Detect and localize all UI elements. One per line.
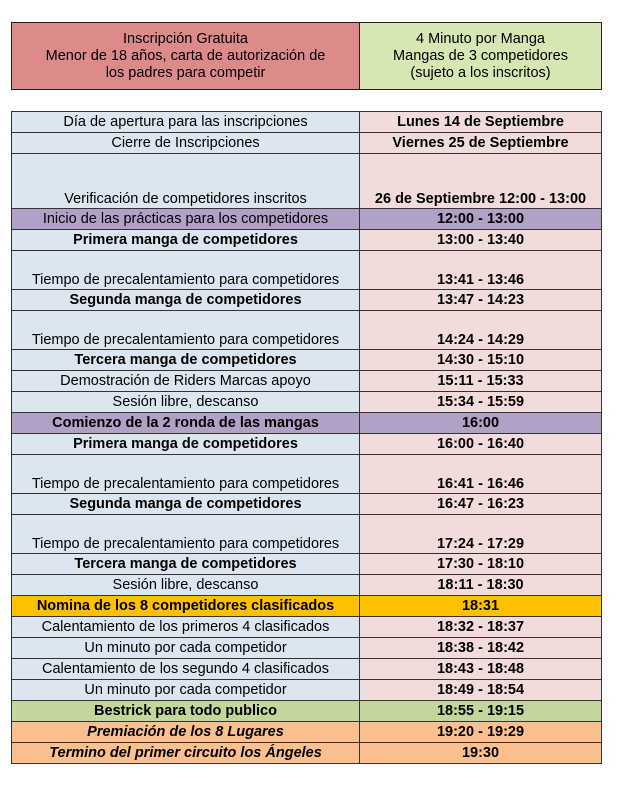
event-time: 13:47 - 14:23 (360, 290, 602, 311)
event-label: Primera manga de competidores (12, 434, 360, 455)
event-time: 18:32 - 18:37 (360, 617, 602, 638)
event-label: Segunda manga de competidores (12, 290, 360, 311)
event-time: 15:34 - 15:59 (360, 392, 602, 413)
event-time: 15:11 - 15:33 (360, 371, 602, 392)
heat-line: 4 Minuto por Manga (416, 30, 545, 47)
event-time: 16:41 - 16:46 (360, 455, 602, 494)
schedule-row (12, 596, 602, 617)
schedule-row (12, 575, 602, 596)
event-label: Un minuto por cada competidor (12, 638, 360, 659)
registration-line: los padres para competir (105, 64, 266, 81)
registration-info-box (12, 23, 360, 90)
heat-line: (sujeto a los inscritos) (410, 64, 551, 81)
schedule-row (12, 722, 602, 743)
event-time: 19:30 (360, 743, 602, 764)
event-label: Tiempo de precalentamiento para competidores (12, 455, 360, 494)
info-header (11, 22, 602, 90)
event-label: Inicio de las prácticas para los competidores (12, 209, 360, 230)
event-label: Un minuto por cada competidor (12, 680, 360, 701)
event-label: Bestrick para todo publico (12, 701, 360, 722)
event-label: Tercera manga de competidores (12, 350, 360, 371)
schedule-row (12, 290, 602, 311)
event-time: 18:31 (360, 596, 602, 617)
event-time: 14:30 - 15:10 (360, 350, 602, 371)
event-label: Calentamiento de los primeros 4 clasificados (12, 617, 360, 638)
schedule-row (12, 251, 602, 290)
event-time: 16:47 - 16:23 (360, 494, 602, 515)
event-label: Sesión libre, descanso (12, 575, 360, 596)
event-label: Sesión libre, descanso (12, 392, 360, 413)
schedule-row (12, 554, 602, 575)
schedule-row (12, 230, 602, 251)
schedule-row (12, 133, 602, 154)
schedule-row (12, 311, 602, 350)
event-label: Cierre de Inscripciones (12, 133, 360, 154)
event-time: 18:49 - 18:54 (360, 680, 602, 701)
schedule-table (11, 111, 602, 764)
schedule-row (12, 209, 602, 230)
event-time: 18:55 - 19:15 (360, 701, 602, 722)
event-time: 26 de Septiembre 12:00 - 13:00 (360, 154, 602, 209)
schedule-row (12, 617, 602, 638)
event-time: 16:00 - 16:40 (360, 434, 602, 455)
event-label: Tiempo de precalentamiento para competidores (12, 251, 360, 290)
event-time: 17:24 - 17:29 (360, 515, 602, 554)
event-time: 12:00 - 13:00 (360, 209, 602, 230)
event-label: Calentamiento de los segundo 4 clasificados (12, 659, 360, 680)
event-label: Primera manga de competidores (12, 230, 360, 251)
event-time: 16:00 (360, 413, 602, 434)
heat-line: Mangas de 3 competidores (393, 47, 568, 64)
schedule-row (12, 371, 602, 392)
schedule-row (12, 455, 602, 494)
event-time: Lunes 14 de Septiembre (360, 112, 602, 133)
event-label: Nomina de los 8 competidores clasificados (12, 596, 360, 617)
schedule-row (12, 659, 602, 680)
schedule-row (12, 638, 602, 659)
event-time: 14:24 - 14:29 (360, 311, 602, 350)
event-time: 18:43 - 18:48 (360, 659, 602, 680)
registration-line: Inscripción Gratuita (123, 30, 248, 47)
schedule-row (12, 392, 602, 413)
event-time: 18:11 - 18:30 (360, 575, 602, 596)
schedule-row (12, 350, 602, 371)
schedule-body (12, 112, 602, 764)
schedule-row (12, 743, 602, 764)
event-label: Comienzo de la 2 ronda de las mangas (12, 413, 360, 434)
schedule-row (12, 680, 602, 701)
heat-info-box (360, 23, 602, 90)
event-label: Día de apertura para las inscripciones (12, 112, 360, 133)
event-label: Tiempo de precalentamiento para competidores (12, 515, 360, 554)
schedule-row (12, 112, 602, 133)
event-label: Demostración de Riders Marcas apoyo (12, 371, 360, 392)
event-time: 19:20 - 19:29 (360, 722, 602, 743)
schedule-row (12, 413, 602, 434)
event-label: Premiación de los 8 Lugares (12, 722, 360, 743)
event-time: Viernes 25 de Septiembre (360, 133, 602, 154)
event-time: 17:30 - 18:10 (360, 554, 602, 575)
schedule-row (12, 515, 602, 554)
event-label: Tercera manga de competidores (12, 554, 360, 575)
registration-line: Menor de 18 años, carta de autorización de (45, 47, 326, 64)
schedule-row (12, 701, 602, 722)
event-label: Termino del primer circuito los Ángeles (12, 743, 360, 764)
schedule-row (12, 494, 602, 515)
event-label: Segunda manga de competidores (12, 494, 360, 515)
event-label: Tiempo de precalentamiento para competidores (12, 311, 360, 350)
event-time: 13:00 - 13:40 (360, 230, 602, 251)
schedule-row (12, 154, 602, 209)
schedule-row (12, 434, 602, 455)
event-time: 18:38 - 18:42 (360, 638, 602, 659)
event-label: Verificación de competidores inscritos (12, 154, 360, 209)
event-time: 13:41 - 13:46 (360, 251, 602, 290)
